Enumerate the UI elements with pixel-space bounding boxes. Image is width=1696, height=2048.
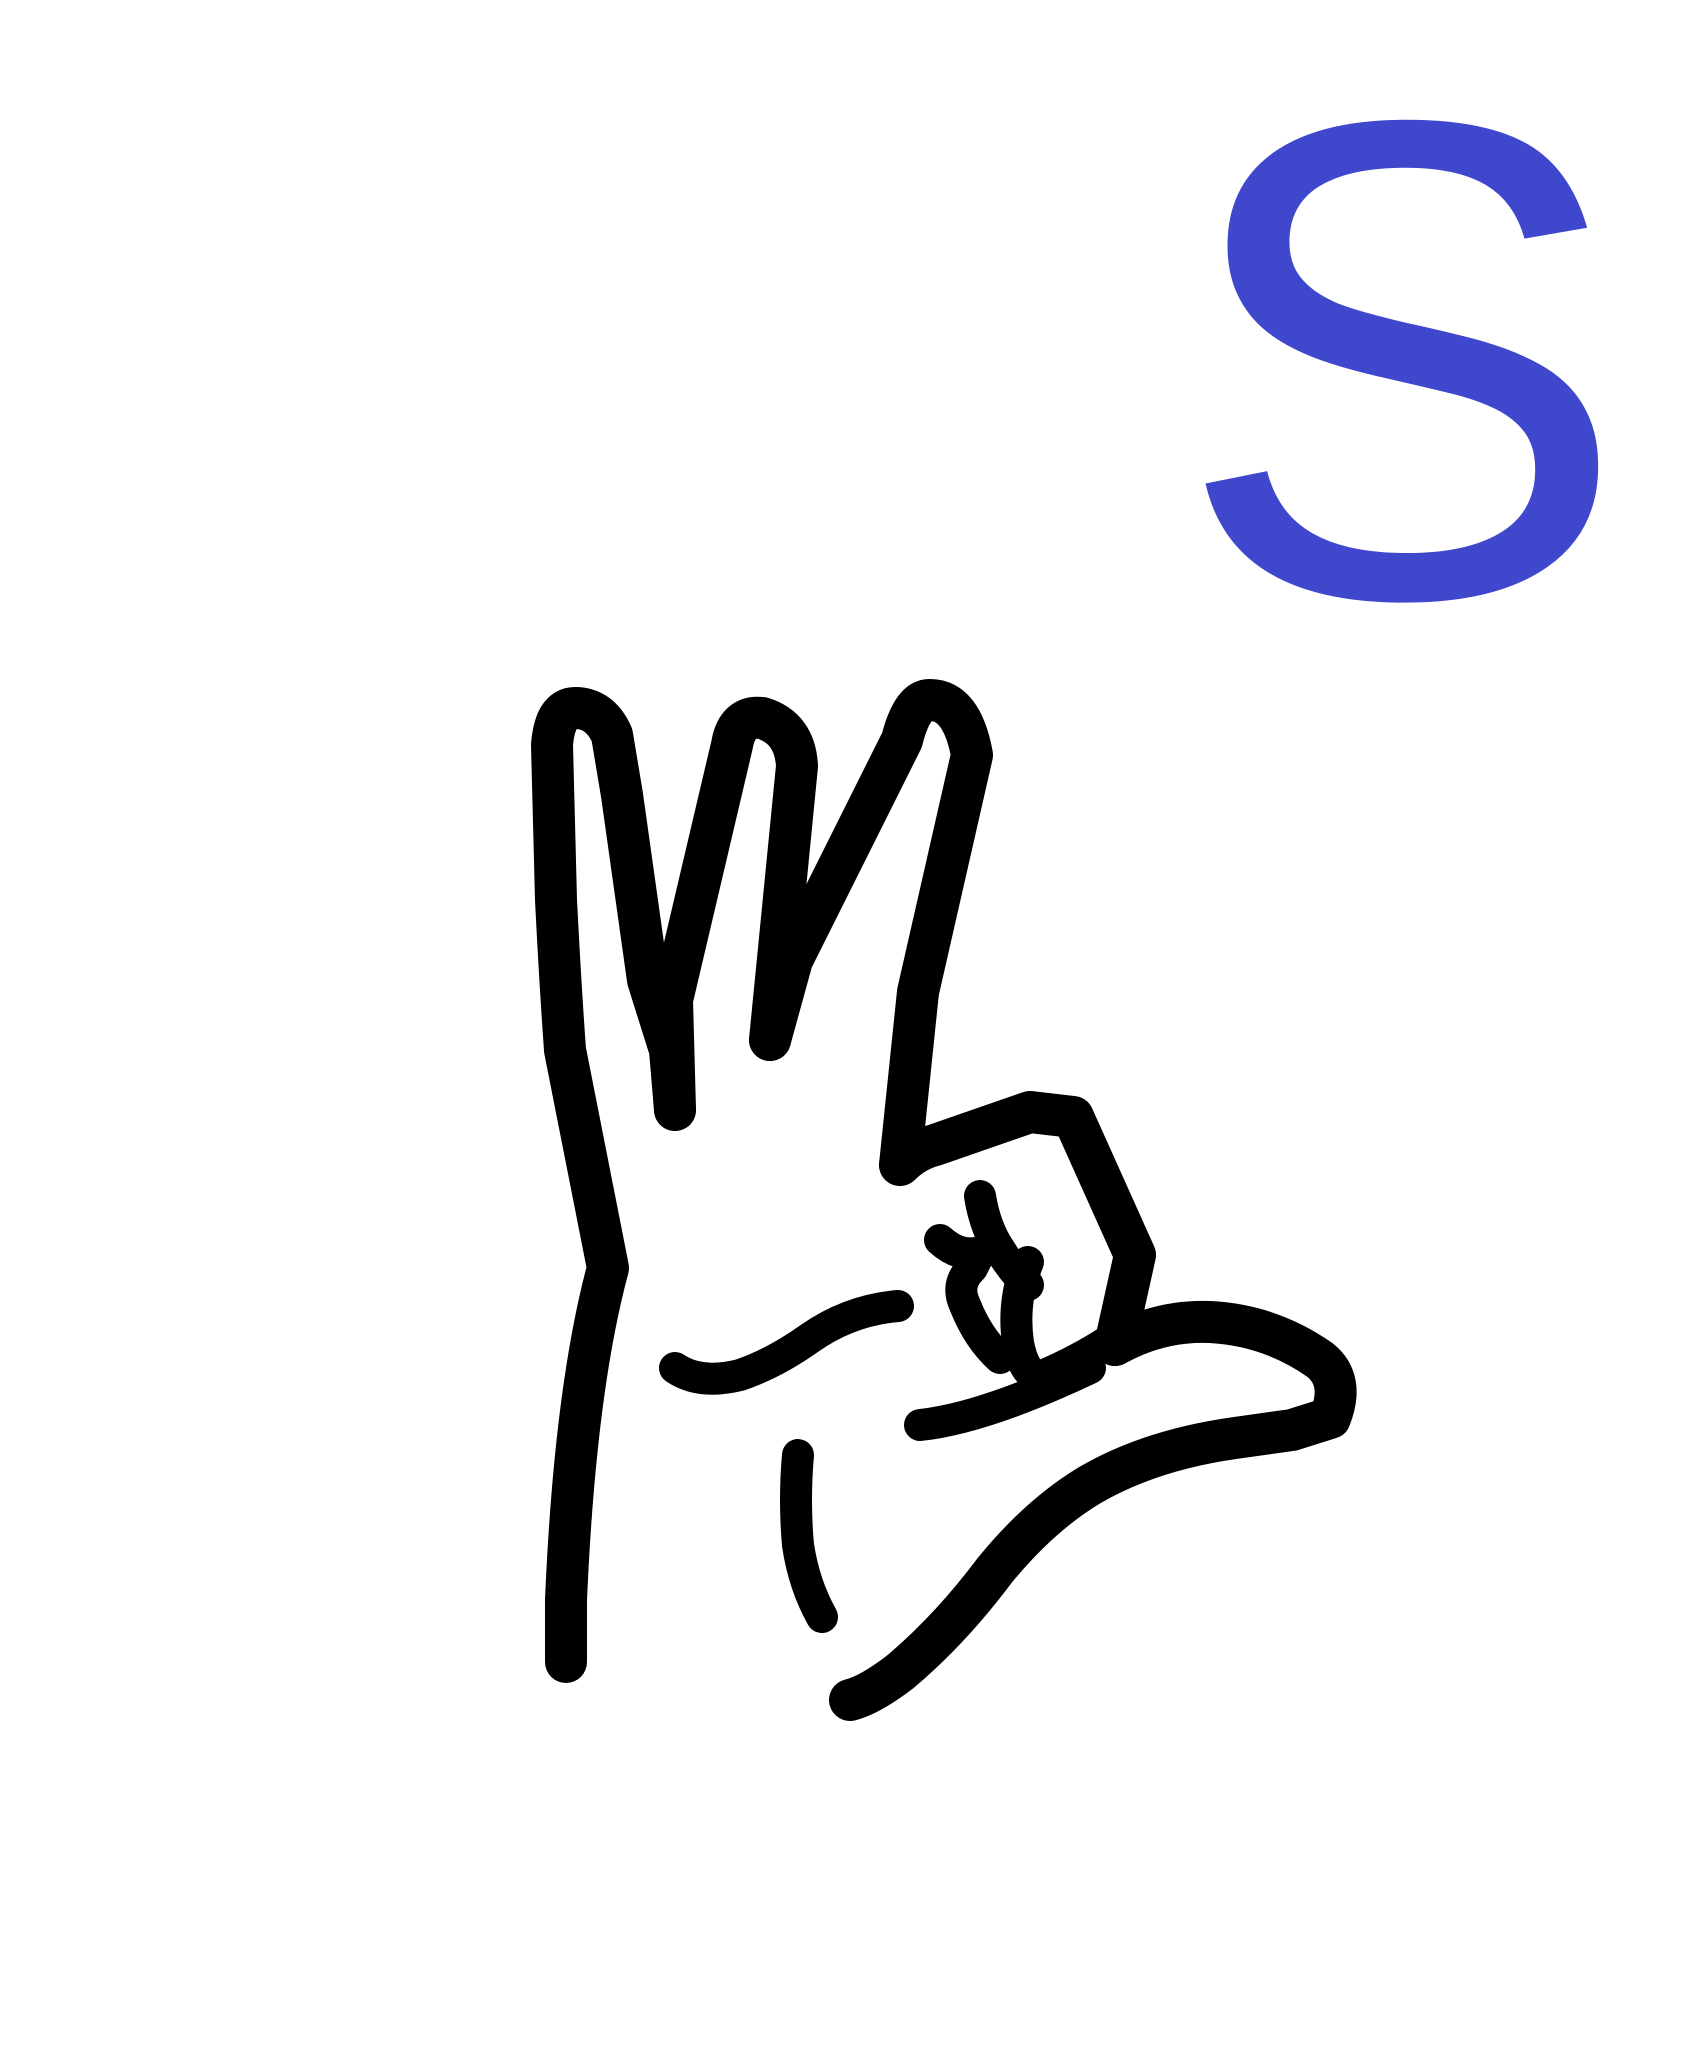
palm-heel-line xyxy=(796,1455,822,1617)
index-nail xyxy=(940,1240,1000,1358)
hand-outline-left-edge xyxy=(552,708,675,1662)
letter-label: S xyxy=(1174,0,1630,741)
palm-crease-lower xyxy=(920,1368,1090,1425)
palm-crease-upper xyxy=(675,1306,898,1379)
